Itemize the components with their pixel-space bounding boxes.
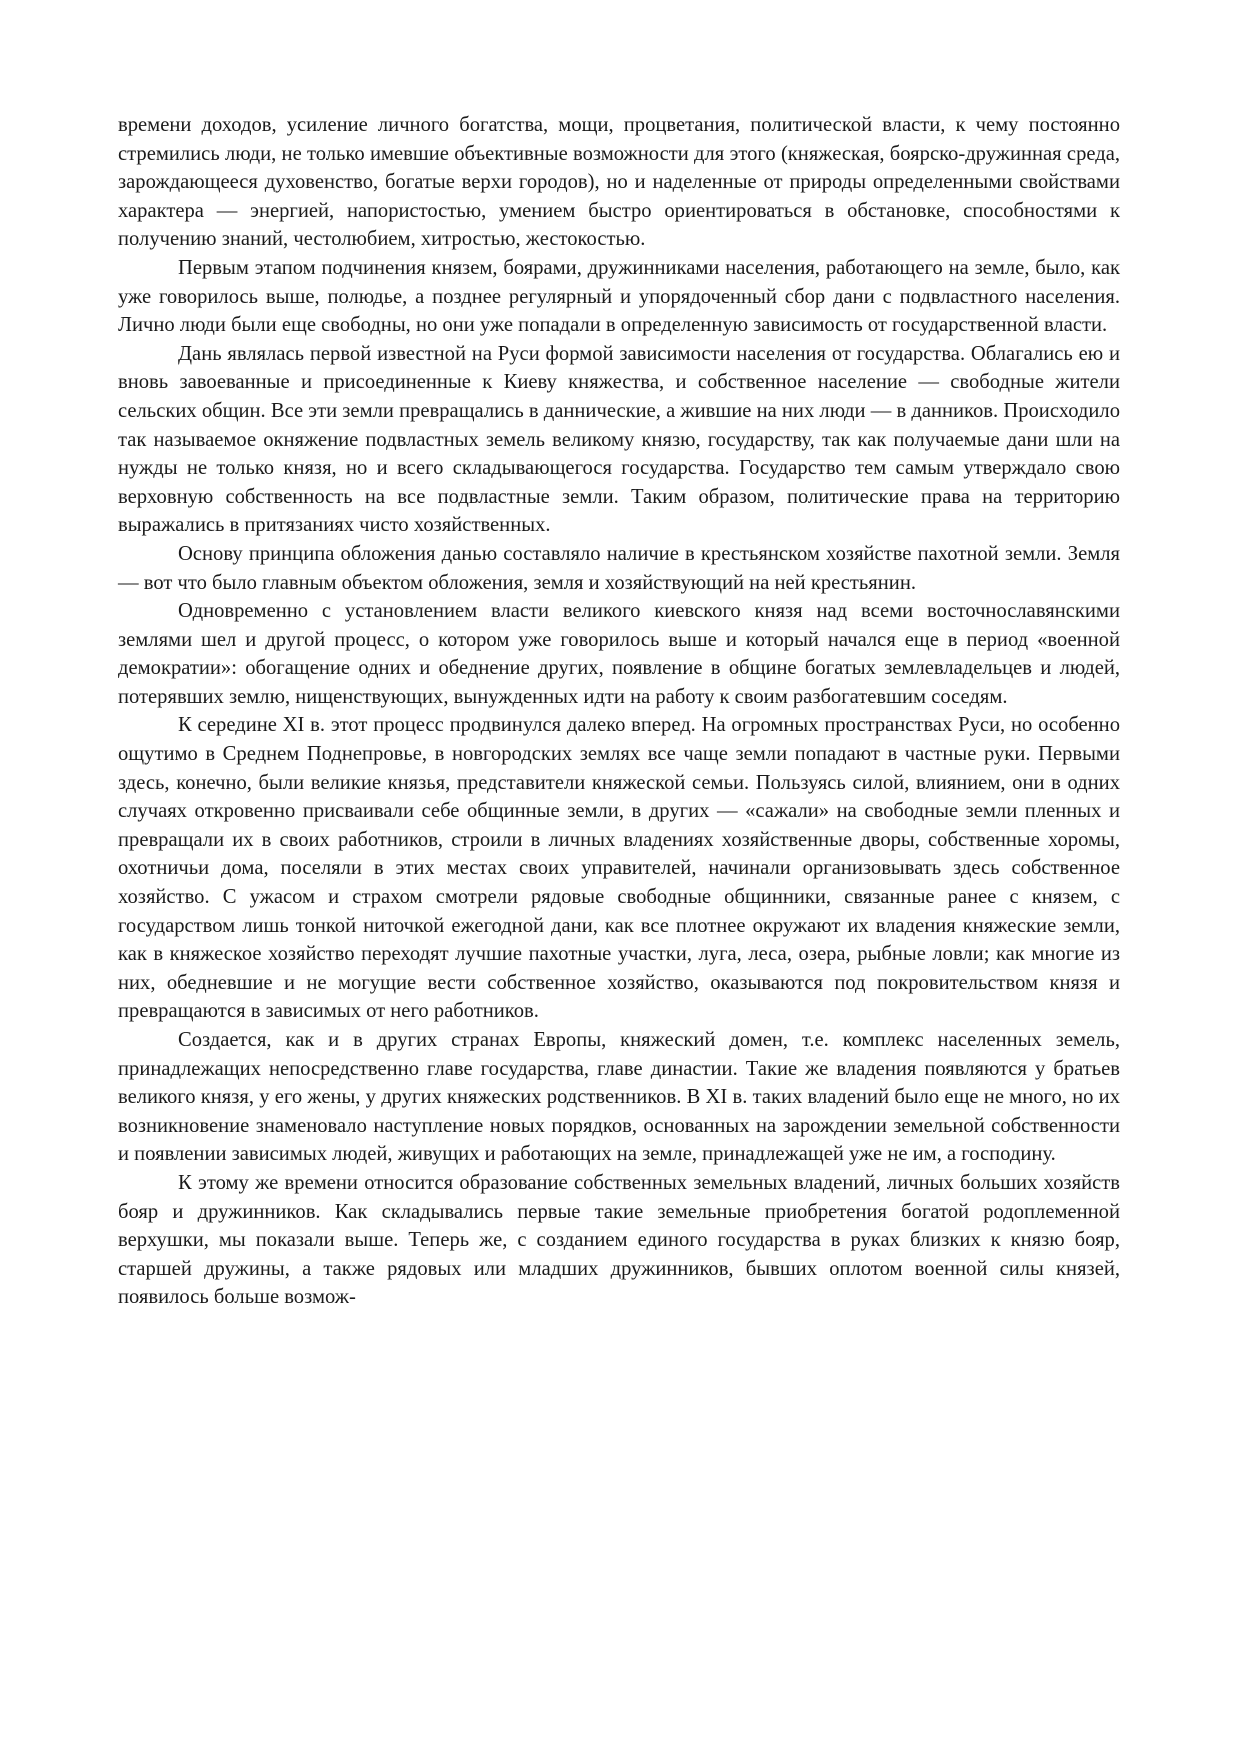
paragraph: К середине XI в. этот процесс продвинулся далеко вперед. На огромных пространствах Руси, но особенно ощутимо в Среднем Поднепровье, в новгородских землях все чаще земли попадают в частные руки. Первыми здесь, конечно, были великие князья, представители княжеской семьи. Пользуясь силой, влиянием, они в одних случаях откровенно присваивали себе общинные земли, в других — «сажали» на свободные земли пленных и превращали их в своих работников, строили в личных владениях хозяйственные дворы, собственные хоромы, охотничьи дома, поселяли в этих местах своих управителей, начинали организовывать здесь собственное хозяйство. С ужасом и страхом смотрели рядовые свободные общинники, связанные ранее с князем, с государством лишь тонкой ниточкой ежегодной дани, как все плотнее окружают их владения княжеские земли, как в княжеское хозяйство переходят лучшие пахотные участки, луга, леса, озера, рыбные ловли; как многие из них, обедневшие и не могущие вести собственное хозяйство, оказываются под покровительством князя и превращаются в зависимых от него работников. bbox=[118, 714, 1120, 1023]
document-body bbox=[118, 111, 1120, 1312]
paragraph: Одновременно с установлением власти великого киевского князя над всеми восточнославянскими землями шел и другой процесс, о котором уже говорилось выше и который начался еще в период «военной демократии»: обогащение одних и обеднение других, появление в общине богатых землевладельцев и людей, потерявших землю, нищенствующих, вынужденных идти на работу к своим разбогатевшим соседям. bbox=[118, 600, 1120, 708]
paragraph: Основу принципа обложения данью составляло наличие в крестьянском хозяйстве пахотной земли. Земля — вот что было главным объектом обложения, земля и хозяйствующий на ней крестьянин. bbox=[118, 542, 1120, 594]
paragraph: К этому же времени относится образование собственных земельных владений, личных больших хозяйств бояр и дружинников. Как складывались первые такие земельные приобретения богатой родоплеменной верхушки, мы показали выше. Теперь же, с созданием единого государства в руках близких к князю бояр, старшей дружины, а также рядовых или младших дружинников, бывших оплотом военной силы князей, появилось больше возмож- bbox=[118, 1171, 1120, 1309]
paragraph: Создается, как и в других странах Европы, княжеский домен, т.е. комплекс населенных земель, принадлежащих непосредственно главе государства, главе династии. Такие же владения появляются у братьев великого князя, у его жены, у других княжеских родственников. В XI в. таких владений было еще не много, но их возникновение знаменовало наступление новых порядков, основанных на зарождении земельной собственности и появлении зависимых людей, живущих и работающих на земле, принадлежащей уже не им, а господину. bbox=[118, 1029, 1120, 1166]
paragraph-continuation: времени доходов, усиление личного богатства, мощи, процветания, политической власти, к чему постоянно стремились люди, не только имевшие объективные возможности для этого (княжеская, боярско-дружинная среда, зарождающееся духовенство, богатые верхи городов), но и наделенные от природы определенными свойствами характера — энергией, напористостью, умением быстро ориентироваться в обстановке, способностями к получению знаний, честолюбием, хитростью, жестокостью. bbox=[118, 114, 1120, 251]
paragraph: Первым этапом подчинения князем, боярами, дружинниками населения, работающего на земле, было, как уже говорилось выше, полюдье, а позднее регулярный и упорядоченный сбор дани с подвластного населения. Лично люди были еще свободны, но они уже попадали в определенную зависимость от государственной власти. bbox=[118, 256, 1120, 337]
paragraph: Дань являлась первой известной на Руси формой зависимости населения от государства. Облагались ею и вновь завоеванные и присоединенные к Киеву княжества, и собственное население — свободные жители сельских общин. Все эти земли превращались в даннические, а жившие на них люди — в данников. Происходило так называемое окняжение подвластных земель великому князю, государству, так как получаемые дани шли на нужды не только князя, но и всего складывающегося государства. Государство тем самым утверждало свою верховную собственность на все подвластные земли. Таким образом, политические права на территорию выражались в притязаниях чисто хозяйственных. bbox=[118, 342, 1120, 537]
